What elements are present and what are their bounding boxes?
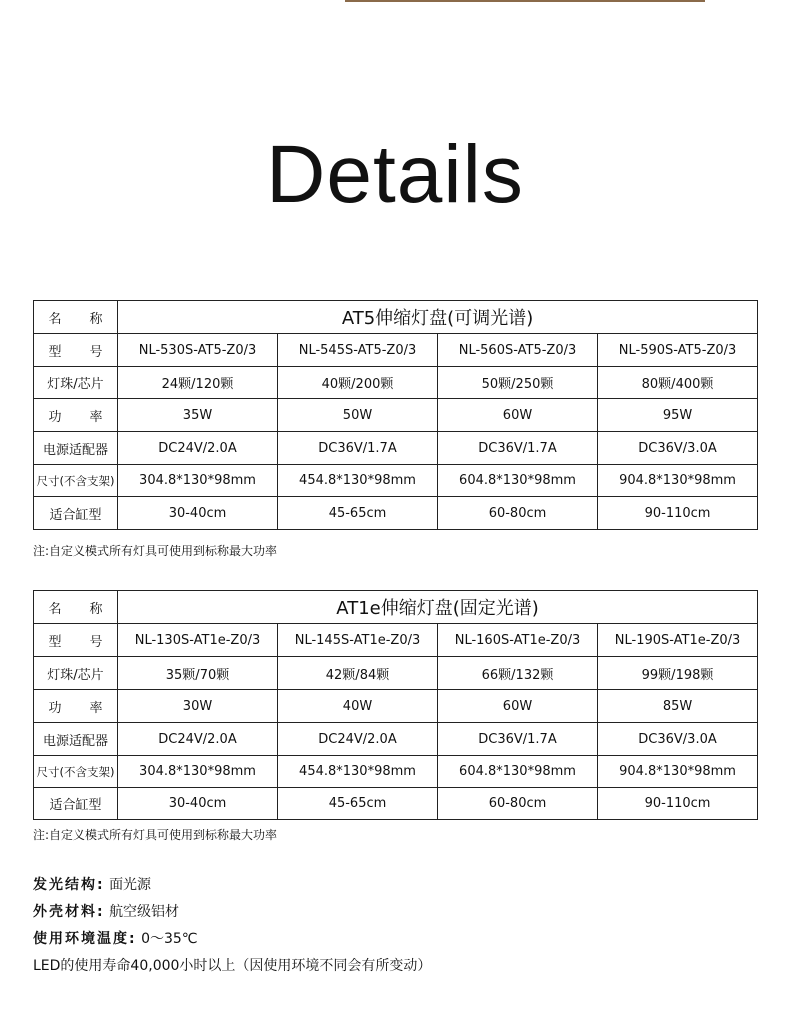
label-power: 功 率 bbox=[34, 399, 118, 432]
cell-size: 904.8*130*98mm bbox=[598, 756, 758, 788]
product-name: AT5伸缩灯盘(可调光谱) bbox=[118, 301, 758, 334]
cell-power: 30W bbox=[118, 690, 278, 723]
cell-tank: 30-40cm bbox=[118, 497, 278, 530]
cell-size: 304.8*130*98mm bbox=[118, 756, 278, 788]
table-row-beads bbox=[34, 367, 758, 399]
cell-beads: 66颗/132颗 bbox=[438, 657, 598, 690]
cell-power: 40W bbox=[278, 690, 438, 723]
cell-tank: 90-110cm bbox=[598, 788, 758, 820]
label-model: 型 号 bbox=[34, 334, 118, 367]
cell-tank: 90-110cm bbox=[598, 497, 758, 530]
cell-beads: 99颗/198颗 bbox=[598, 657, 758, 690]
cell-beads: 80颗/400颗 bbox=[598, 367, 758, 399]
cell-beads: 35颗/70颗 bbox=[118, 657, 278, 690]
cell-model: NL-130S-AT1e-Z0/3 bbox=[118, 624, 278, 657]
label-tank: 适合缸型 bbox=[34, 497, 118, 530]
table-row-size bbox=[34, 756, 758, 788]
cell-power: 35W bbox=[118, 399, 278, 432]
cell-tank: 60-80cm bbox=[438, 788, 598, 820]
label-name: 名 称 bbox=[34, 301, 118, 334]
cell-adapter: DC36V/1.7A bbox=[438, 432, 598, 465]
label-adapter: 电源适配器 bbox=[34, 723, 118, 756]
cell-model: NL-190S-AT1e-Z0/3 bbox=[598, 624, 758, 657]
label-model: 型 号 bbox=[34, 624, 118, 657]
table-row-adapter bbox=[34, 432, 758, 465]
cell-model: NL-145S-AT1e-Z0/3 bbox=[278, 624, 438, 657]
cell-beads: 50颗/250颗 bbox=[438, 367, 598, 399]
cell-beads: 24颗/120颗 bbox=[118, 367, 278, 399]
cell-size: 454.8*130*98mm bbox=[278, 465, 438, 497]
cell-model: NL-160S-AT1e-Z0/3 bbox=[438, 624, 598, 657]
page-title: Details bbox=[266, 129, 524, 220]
cell-power: 60W bbox=[438, 399, 598, 432]
cell-adapter: DC24V/2.0A bbox=[118, 723, 278, 756]
table-row-model bbox=[34, 334, 758, 367]
cell-model: NL-530S-AT5-Z0/3 bbox=[118, 334, 278, 367]
table-row-power bbox=[34, 690, 758, 723]
cell-tank: 45-65cm bbox=[278, 788, 438, 820]
info-led-lifespan: LED的使用寿命40,000小时以上（因使用环境不同会有所变动） bbox=[33, 958, 432, 974]
table-row-beads bbox=[34, 657, 758, 690]
label-adapter: 电源适配器 bbox=[34, 432, 118, 465]
cell-size: 304.8*130*98mm bbox=[118, 465, 278, 497]
info-operating-temperature: 使用环境温度: 0～35℃ bbox=[33, 931, 198, 947]
table-row-size bbox=[34, 465, 758, 497]
top-decorative-line bbox=[345, 0, 705, 2]
cell-power: 50W bbox=[278, 399, 438, 432]
table-row-tank bbox=[34, 788, 758, 820]
cell-tank: 60-80cm bbox=[438, 497, 598, 530]
table-note: 注:自定义模式所有灯具可使用到标称最大功率 bbox=[33, 828, 278, 842]
info-housing-material: 外壳材料: 航空级铝材 bbox=[33, 904, 180, 920]
cell-power: 85W bbox=[598, 690, 758, 723]
cell-size: 904.8*130*98mm bbox=[598, 465, 758, 497]
label-name: 名 称 bbox=[34, 591, 118, 624]
table-row-name bbox=[34, 301, 758, 334]
table-row-name bbox=[34, 591, 758, 624]
cell-size: 604.8*130*98mm bbox=[438, 756, 598, 788]
cell-model: NL-545S-AT5-Z0/3 bbox=[278, 334, 438, 367]
product-name: AT1e伸缩灯盘(固定光谱) bbox=[118, 591, 758, 624]
cell-tank: 30-40cm bbox=[118, 788, 278, 820]
label-tank: 适合缸型 bbox=[34, 788, 118, 820]
table-note: 注:自定义模式所有灯具可使用到标称最大功率 bbox=[33, 544, 278, 558]
spec-table-at5 bbox=[33, 300, 758, 530]
label-size: 尺寸(不含支架) bbox=[34, 756, 118, 788]
cell-model: NL-590S-AT5-Z0/3 bbox=[598, 334, 758, 367]
cell-beads: 40颗/200颗 bbox=[278, 367, 438, 399]
cell-adapter: DC36V/1.7A bbox=[278, 432, 438, 465]
cell-adapter: DC36V/1.7A bbox=[438, 723, 598, 756]
info-light-structure: 发光结构: 面光源 bbox=[33, 877, 152, 893]
cell-model: NL-560S-AT5-Z0/3 bbox=[438, 334, 598, 367]
cell-adapter: DC36V/3.0A bbox=[598, 432, 758, 465]
cell-adapter: DC24V/2.0A bbox=[118, 432, 278, 465]
spec-table-at1e bbox=[33, 590, 758, 820]
table-row-tank bbox=[34, 497, 758, 530]
cell-power: 60W bbox=[438, 690, 598, 723]
cell-beads: 42颗/84颗 bbox=[278, 657, 438, 690]
table-row-model bbox=[34, 624, 758, 657]
cell-size: 454.8*130*98mm bbox=[278, 756, 438, 788]
cell-adapter: DC36V/3.0A bbox=[598, 723, 758, 756]
table-row-adapter bbox=[34, 723, 758, 756]
label-size: 尺寸(不含支架) bbox=[34, 465, 118, 497]
cell-tank: 45-65cm bbox=[278, 497, 438, 530]
cell-adapter: DC24V/2.0A bbox=[278, 723, 438, 756]
label-beads: 灯珠/芯片 bbox=[34, 657, 118, 690]
label-beads: 灯珠/芯片 bbox=[34, 367, 118, 399]
cell-size: 604.8*130*98mm bbox=[438, 465, 598, 497]
label-power: 功 率 bbox=[34, 690, 118, 723]
cell-power: 95W bbox=[598, 399, 758, 432]
table-row-power bbox=[34, 399, 758, 432]
